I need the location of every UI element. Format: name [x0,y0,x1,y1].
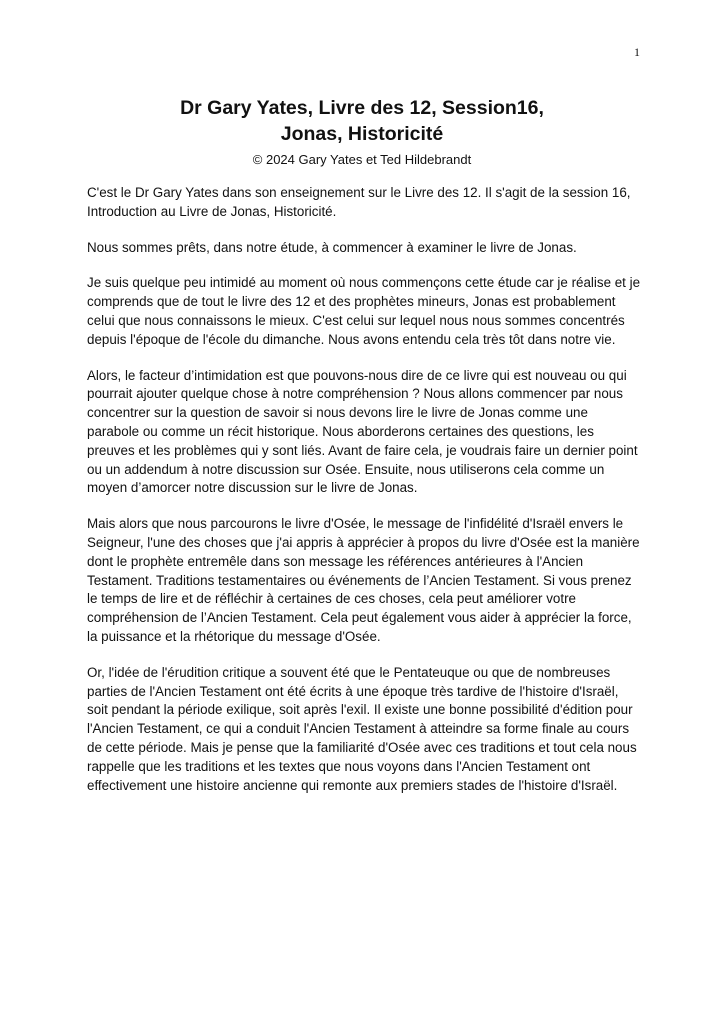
paragraph-3: Je suis quelque peu intimidé au moment où nous commençons cette étude car je réalise et je comprends que de tout le livre des 12 et des prophètes mineurs, Jonas est probablement celui que nous connaissons le mieux. C'est celui sur lequel nous nous sommes concentrés depuis l'époque de l'école du dimanche. Nous avons entendu cela très tôt dans notre vie. [87,275,641,347]
paragraph-5: Mais alors que nous parcourons le livre d'Osée, le message de l'infidélité d'Israël envers le Seigneur, l'une des choses que j'ai appris à apprécier à propos du livre d'Osée est la manière dont le prophète entremêle dans son message les références antérieures à l'Ancien Testament. Traditions testamentaires ou événements de l’Ancien Testament. Si vous prenez le temps de lire et de réfléchir à certaines de ces choses, cela peut améliorer votre compréhension de l’Ancien Testament. Cela peut également vous aider à apprécier la force, la puissance et la rhétorique du message d'Osée. [87,516,640,644]
paragraph-2: Nous sommes prêts, dans notre étude, à commencer à examiner le livre de Jonas. [87,239,577,255]
paragraph-6: Or, l'idée de l'érudition critique a souvent été que le Pentateuque ou que de nombreuses parties de l'Ancien Testament ont été écrits à une époque très tardive de l'histoire d'Israël, soit pendant la période exilique, soit après l'exil. Il existe une bonne possibilité d'édition pour l'Ancien Testament, ce qui a conduit l'Ancien Testament à atteindre sa forme finale au cours de cette période. Mais je pense que la familiarité d'Osée avec ces traditions et tout cela nous rappelle que les traditions et les textes que nous voyons dans l'Ancien Testament ont effectivement une histoire ancienne qui remonte aux premiers stades de l'histoire d'Israël. [87,664,637,793]
page-number: 1 [634,45,640,59]
title-line-1: Dr Gary Yates, Livre des 12, Session16, [180,97,544,119]
document-header [0,95,724,169]
paragraph-1: C'est le Dr Gary Yates dans son enseignement sur le Livre des 12. Il s'agit de la session 16, Introduction au Livre de Jonas, Historicité. [87,185,631,219]
document-title [0,95,724,147]
paragraph-4: Alors, le facteur d’intimidation est que pouvons-nous dire de ce livre qui est nouveau ou qui pourrait ajouter quelque chose à notre compréhension ? Nous allons commencer par nous concentrer sur la question de savoir si nous devons lire le livre de Jonas comme une parabole ou comme un récit historique. Nous aborderons certaines des questions, les preuves et les problèmes qui y sont liés. Avant de faire cela, je voudrais faire un dernier point ou un addendum à notre discussion sur Osée. Ensuite, nous utiliserons cela comme un moyen d’amorcer notre discussion sur le livre de Jonas. [87,367,638,496]
title-line-2: Jonas, Historicité [280,123,444,145]
copyright-notice: © 2024 Gary Yates et Ted Hildebrandt [252,152,472,167]
document-body [87,184,641,812]
